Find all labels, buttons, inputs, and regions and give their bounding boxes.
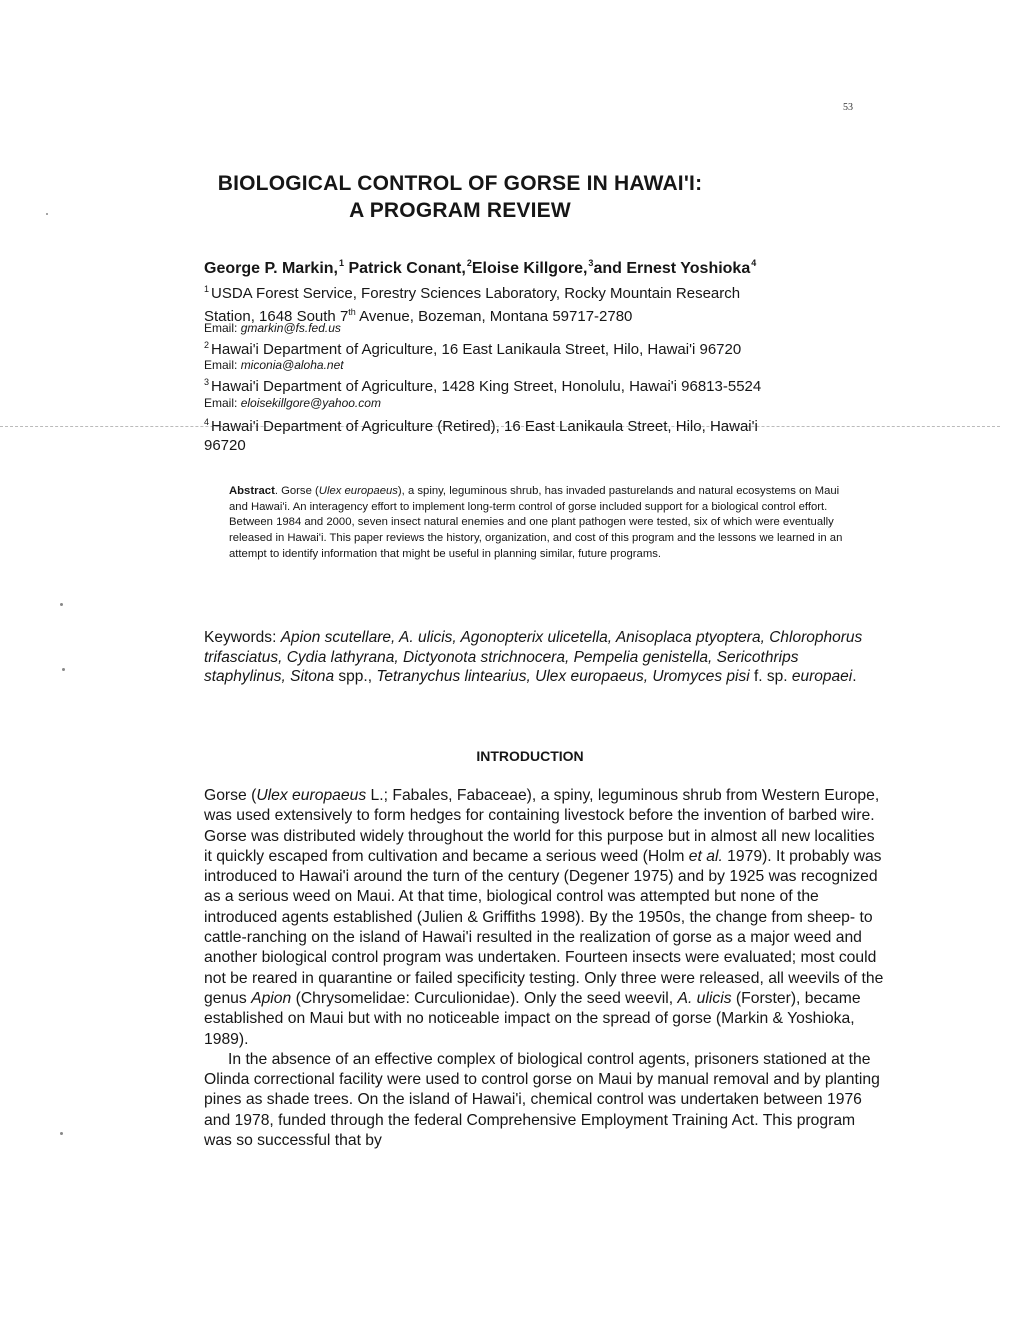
affiliation-sup: 3 — [204, 377, 210, 387]
text-run: Gorse ( — [204, 787, 257, 804]
abstract-label: Abstract — [229, 485, 275, 497]
abstract — [229, 484, 849, 563]
keywords-species: Tetranychus lintearius, Ulex europaeus, Uromyces pisi — [376, 668, 750, 685]
affiliation-line: 96720 — [204, 437, 246, 454]
email-line-2 — [204, 358, 344, 372]
affiliation-line: Hawai'i Department of Agriculture, 16 East Lanikaula Street, Hilo, Hawai'i 96720 — [211, 341, 742, 358]
keywords-species: europaei — [791, 668, 853, 685]
text-run: L.; Fabales, Fabaceae), a spiny, leguminous shrub from Western Europe, was used extensively to form hedges for containing livestock before the invention of barbed wire. Gorse was distributed widely throughout the world for this purpose but in almost all new localities it quickly escaped from cultivation and became a serious weed (Holm — [204, 787, 880, 865]
affiliation-line: Hawai'i Department of Agriculture (Retired), 16 East Lanikaula Street, Hilo, Hawai'i — [211, 418, 758, 435]
italic-run: Apion — [251, 989, 292, 1007]
italic-run: A. ulicis — [677, 989, 732, 1007]
email-line-1 — [204, 321, 341, 335]
affiliation-line: USDA Forest Service, Forestry Sciences Laboratory, Rocky Mountain Research — [211, 285, 741, 302]
author-sup: 4 — [751, 258, 757, 268]
author-name: Patrick Conant, — [348, 260, 466, 277]
text-run: (Forster), became established on Maui but with no noticeable impact on the spread of gorse (Markin & Yoshioka, 1989). — [204, 989, 861, 1048]
affiliation-sup: 4 — [204, 417, 210, 427]
email-address: miconia@aloha.net — [240, 358, 344, 372]
abstract-text: ), a spiny, leguminous shrub, has invaded pasturelands and natural ecosystems on Maui and Hawai'i. An interagency effort to implement long-term control of gorse included support for a biological control effort. Between 1984 and 2000, seven insect natural enemies and one plant pathogen were tested, six of which were eventually released in Hawai'i. This paper reviews the history, organization, and cost of this program and the lessons we learned in an attempt to identify information that might be useful in planning similar, future programs. — [229, 485, 843, 560]
abstract-text: . Gorse ( — [274, 485, 319, 497]
scan-speck — [60, 1132, 63, 1135]
scan-speck — [60, 603, 63, 606]
author-name: George P. Markin, — [204, 260, 338, 277]
author-name: Eloise Killgore, — [471, 260, 588, 277]
affiliation-sup: 1 — [204, 284, 210, 294]
affiliation-1 — [204, 280, 854, 326]
paragraph: In the absence of an effective complex of biological control agents, prisoners stationed at the Olinda correctional facility were used to control gorse on Maui by manual removal and by planting pines as shade trees. On the island of Hawai'i, chemical control was undertaken between 1976 and 1978, funded through the federal Comprehensive Employment Training Act. This program was so successful that by — [204, 1050, 880, 1150]
email-address: eloisekillgore@yahoo.com — [240, 396, 381, 410]
ordinal-sup: th — [348, 307, 356, 317]
italic-run: Ulex europaeus — [256, 787, 367, 804]
keywords-sep: f. sp. — [749, 668, 792, 685]
page-number: 53 — [843, 102, 853, 113]
email-label: Email: — [204, 396, 241, 410]
title-line-2: A PROGRAM REVIEW — [349, 199, 571, 222]
author-name: and Ernest Yoshioka — [593, 260, 751, 277]
abstract-species: Ulex europaeus — [318, 485, 398, 497]
affiliation-3 — [204, 373, 854, 396]
italic-run: et al. — [688, 847, 723, 865]
keywords-sep: spp., — [334, 668, 377, 685]
scan-speck — [46, 213, 48, 215]
paragraph — [204, 786, 884, 1050]
author-sup: 2 — [466, 258, 472, 268]
email-label: Email: — [204, 321, 241, 335]
affiliation-line: Station, 1648 South 7 — [204, 308, 349, 325]
author-list — [204, 258, 756, 278]
affiliation-4 — [204, 413, 854, 455]
email-line-3 — [204, 396, 381, 410]
affiliation-line: Avenue, Bozeman, Montana 59717-2780 — [355, 308, 633, 325]
affiliation-2 — [204, 336, 854, 359]
title-line-1: BIOLOGICAL CONTROL OF GORSE IN HAWAI'I: — [217, 172, 703, 195]
keywords-species: Apion scutellare, A. ulicis, Agonopterix ulicetella, Anisoplaca ptyoptera, Chlorophorus trifasciatus, Cydia lathyrana, Dictyonota strichnocera, Pempelia genistella, Sericothrips staphylinus, Sitona — [204, 629, 863, 685]
author-sup: 1 — [338, 258, 344, 268]
email-label: Email: — [204, 358, 241, 372]
keywords-sep: . — [852, 668, 857, 685]
keywords-sep: : — [272, 629, 281, 646]
email-address: gmarkin@fs.fed.us — [240, 321, 341, 335]
scan-speck — [62, 668, 65, 671]
section-heading-introduction: INTRODUCTION — [476, 748, 584, 764]
keywords-label: Keywords — [204, 629, 273, 646]
affiliation-sup: 2 — [204, 340, 210, 350]
text-run: (Chrysomelidae: Curculionidae). Only the seed weevil, — [291, 989, 678, 1007]
author-sup: 3 — [588, 258, 594, 268]
keywords — [204, 628, 864, 687]
introduction-body — [204, 786, 884, 1151]
text-run: 1979). It probably was introduced to Hawai'i around the turn of the century (Degener 1975) and by 1925 was recognized as a serious weed on Maui. At that time, biological control was attempted but none of the introduced agents established (Julien & Griffiths 1998). By the 1950s, the change from sheep- to cattle-ranching on the island of Hawai'i resulted in the realization of gorse as a major weed and another biological control program was undertaken. Fourteen insects were evaluated; most could not be reared in quarantine or failed specificity testing. Only three were released, all weevils of the genus — [204, 847, 884, 1007]
affiliation-line: Hawai'i Department of Agriculture, 1428 King Street, Honolulu, Hawai'i 96813-5524 — [211, 378, 762, 395]
